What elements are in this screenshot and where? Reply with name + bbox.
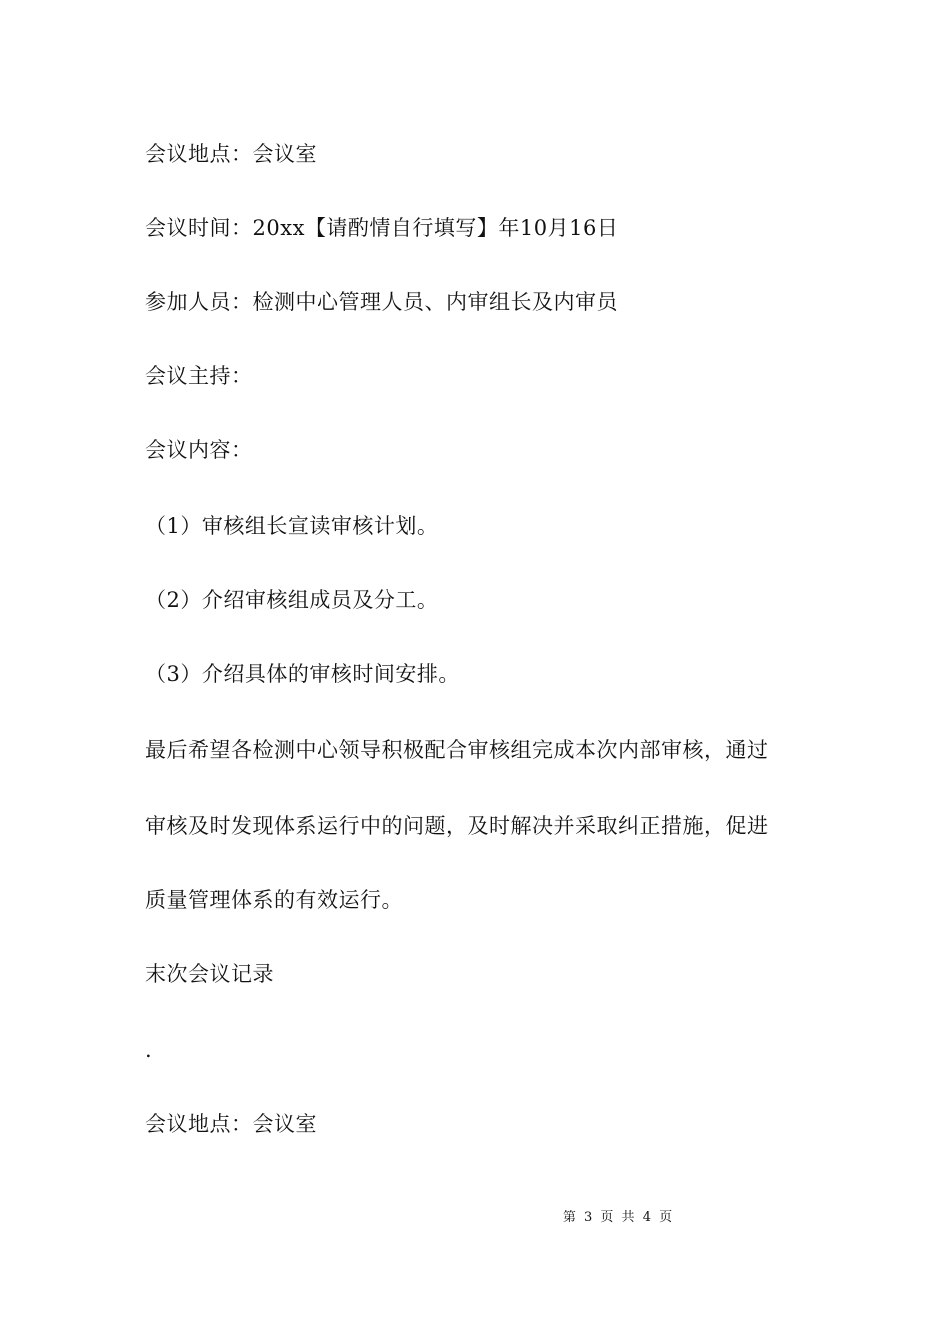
meeting-content-line: 会议内容： bbox=[145, 438, 253, 462]
closing-paragraph-line-2: 审核及时发现体系运行中的问题，及时解决并采取纠正措施，促进 bbox=[145, 814, 769, 838]
closing-paragraph-line-1: 最后希望各检测中心领导积极配合审核组完成本次内部审核，通过 bbox=[145, 738, 769, 762]
meeting-location-line: 会议地点：会议室 bbox=[145, 142, 317, 166]
attendees-line: 参加人员：检测中心管理人员、内审组长及内审员 bbox=[145, 290, 618, 314]
content-item-2: （2）介绍审核组成员及分工。 bbox=[145, 588, 439, 612]
meeting-host-line: 会议主持： bbox=[145, 364, 253, 388]
content-item-1: （1）审核组长宣读审核计划。 bbox=[145, 514, 439, 538]
content-item-3: （3）介绍具体的审核时间安排。 bbox=[145, 662, 460, 686]
page-number-footer: 第 3 页 共 4 页 bbox=[562, 1210, 673, 1225]
section-heading-final-meeting: 末次会议记录 bbox=[145, 962, 274, 986]
separator-dot: . bbox=[145, 1038, 152, 1062]
meeting-time-line: 会议时间：20xx【请酌情自行填写】年10月16日 bbox=[145, 216, 619, 240]
closing-paragraph-line-3: 质量管理体系的有效运行。 bbox=[145, 888, 403, 912]
meeting-location-line-2: 会议地点：会议室 bbox=[145, 1112, 317, 1136]
